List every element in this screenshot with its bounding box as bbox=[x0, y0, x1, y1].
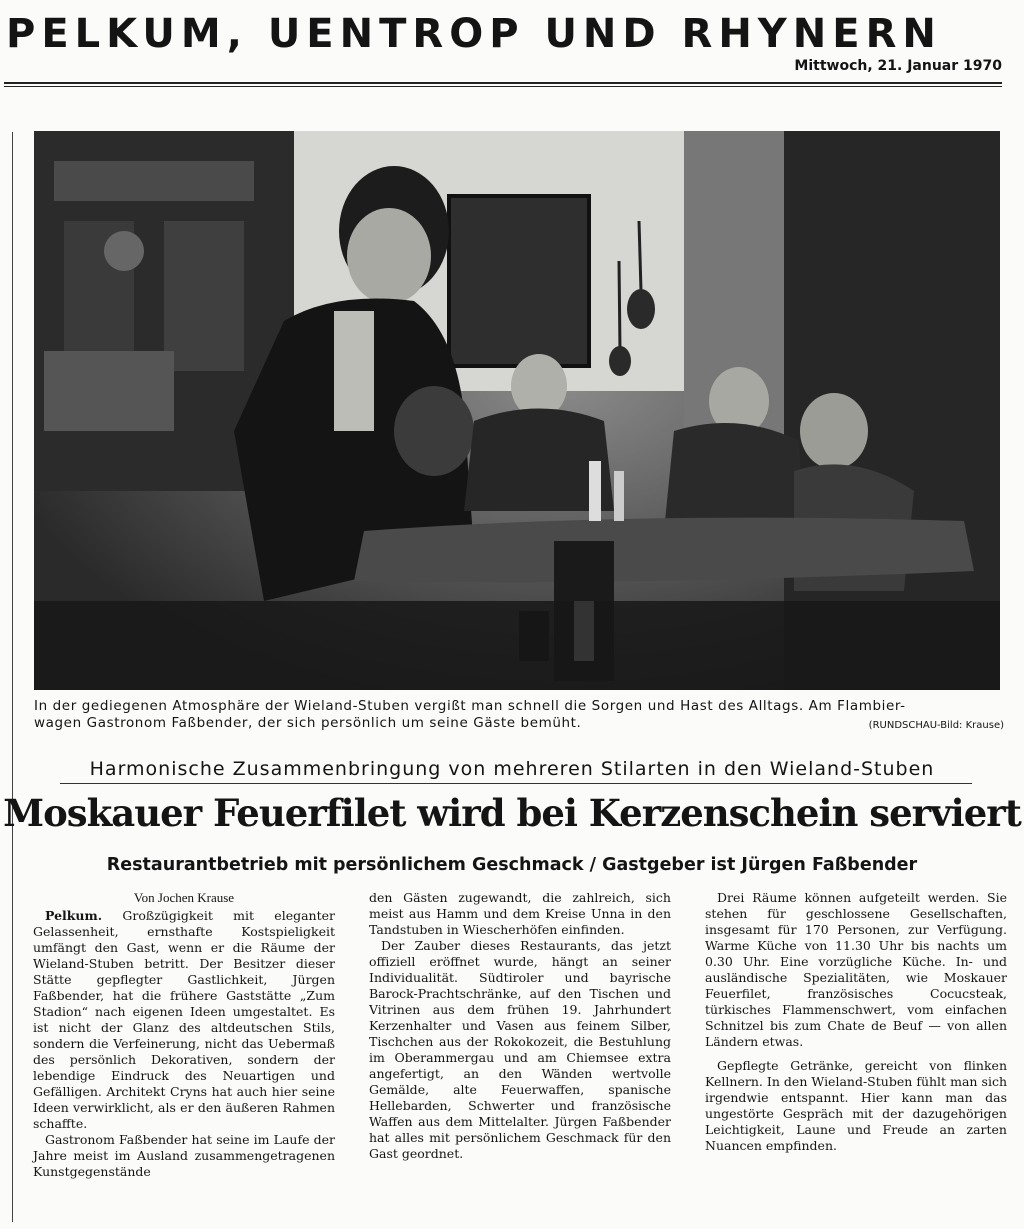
newspaper-masthead: PELKUM, UENTROP UND RHYNERN bbox=[6, 11, 942, 57]
article-headline: Moskauer Feuerfilet wird bei Kerzenschein serviert bbox=[3, 791, 1021, 835]
kicker-underline bbox=[60, 783, 972, 784]
dateline-place: Pelkum. bbox=[45, 908, 103, 923]
article-column-3 bbox=[705, 890, 1007, 1154]
article-column-2 bbox=[369, 890, 671, 1162]
issue-date: Mittwoch, 21. Januar 1970 bbox=[794, 58, 1002, 74]
paragraph-text: Großzügigkeit mit eleganter Gelassenheit, ernsthafte Kostspieligkeit umfängt den Gast, wenn er die Räume der Wieland-Stuben betritt. Der Besitzer dieser Stätte gepflegter Gastlichkeit, Jürgen Faßbender, hat die frühere Gaststätte „Zum Stadion“ nach eigenen Ideen umgestaltet. Es ist nicht der Glanz des altdeutschen Stils, sondern die Verfeinerung, nicht das Uebermaß des persönlich Dekorativen, sondern der lebendige Eindruck des Neuartigen und Gefälligen. Architekt Cryns hat auch hier seine Ideen verwirklicht, als er den äußeren Rahmen schaffte. bbox=[33, 908, 335, 1131]
photo-illustration bbox=[34, 131, 1000, 690]
masthead-rule bbox=[4, 82, 1002, 84]
byline: Von Jochen Krause bbox=[133, 890, 235, 905]
paragraph: den Gästen zugewandt, die zahlreich, sich meist aus Hamm und dem Kreise Unna in den Tandstuben in Wiescherhöfen einfinden. bbox=[369, 890, 671, 937]
paragraph bbox=[33, 908, 335, 1132]
caption-line: wagen Gastronom Faßbender, der sich persönlich um seine Gäste bemüht. bbox=[34, 715, 582, 731]
paragraph: Gastronom Faßbender hat seine im Laufe der Jahre meist im Ausland zusammengetragenen Kunstgegenstände bbox=[33, 1132, 335, 1179]
column-edge-line bbox=[12, 132, 13, 1222]
caption-line: In der gediegenen Atmosphäre der Wieland-Stuben vergißt man schnell die Sorgen und Hast des Alltags. Am Flambier- bbox=[34, 698, 906, 714]
photo-caption bbox=[34, 698, 1002, 732]
paragraph: Gepflegte Getränke, gereicht von flinken Kellnern. In den Wieland-Stuben fühlt man sich irgendwie entspannt. Hier kann man das ungestörte Gespräch mit der dazugehörigen Leichtigkeit, Laune und Freude an zarten Nuancen empfinden. bbox=[705, 1058, 1007, 1153]
paragraph: Drei Räume können aufgeteilt werden. Sie stehen für geschlossene Gesellschaften, insgesamt für 170 Personen, zur Verfügung. Warme Küche von 11.30 Uhr bis nachts um 0.30 Uhr. Eine vorzügliche Küche. In- und ausländische Spezialitäten, wie Moskauer Feuerfilet, französisches Cocucsteak, türkisches Flammenschwert, vom einfachen Schnitzel bis zum Chate de Beuf — von allen Ländern etwas. bbox=[705, 890, 1007, 1049]
paragraph: Der Zauber dieses Restaurants, das jetzt offiziell eröffnet wurde, hängt an seiner Individualität. Südtiroler und bayrische Barock-Prachtschränke, auf den Tischen und Vitrinen aus dem frühen 19. Jahrhundert Kerzenhalter und Vasen aus feinem Silber, Tischchen aus der Rokokozeit, die Bestuhlung im Oberammergau und am Chiemsee extra angefertigt, an den Wänden wertvolle Gemälde, alte Feuerwaffen, spanische Hellebarden, Schwerter und französische Waffen aus dem Mittelalter. Jürgen Faßbender hat alles mit persönlichem Geschmack für den Gast geordnet. bbox=[369, 938, 671, 1161]
masthead-rule-thin bbox=[4, 86, 1002, 87]
article-column-1 bbox=[33, 890, 335, 1180]
photo-credit: (RUNDSCHAU-Bild: Krause) bbox=[868, 720, 1004, 731]
article-subheadline: Restaurantbetrieb mit persönlichem Geschmack / Gastgeber ist Jürgen Faßbender bbox=[106, 855, 918, 875]
restaurant-photo bbox=[34, 131, 1000, 690]
article-kicker: Harmonische Zusammenbringung von mehreren Stilarten in den Wieland-Stuben bbox=[89, 758, 935, 780]
